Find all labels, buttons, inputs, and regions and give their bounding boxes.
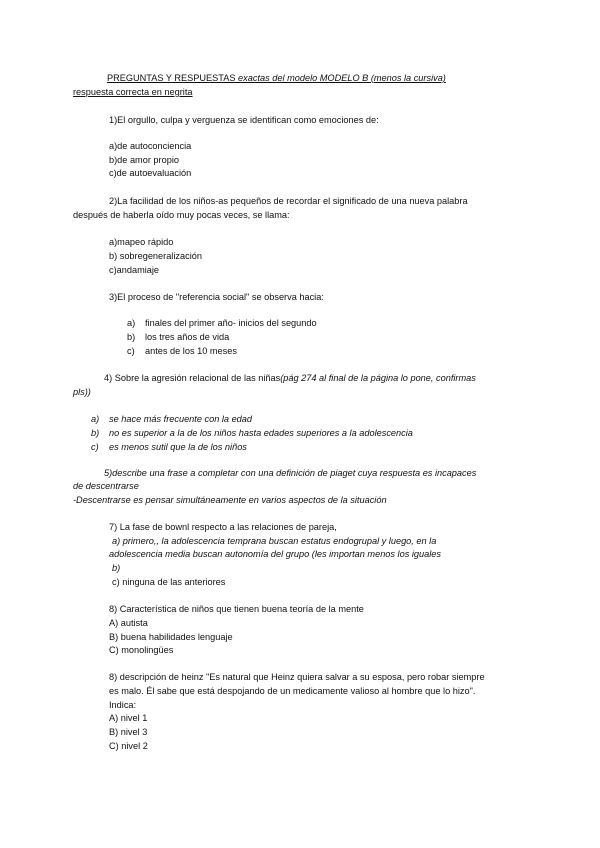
- question-4-text: 4) Sobre la agresión relacional de las niñas: [104, 373, 281, 383]
- question-4: [104, 373, 476, 384]
- question-2-line-1: 2)La facilidad de los niños-as pequeños de recordar el significado de una nueva palabra: [109, 196, 468, 206]
- q3-option-a: finales del primer año- inicios del segundo: [145, 318, 317, 328]
- document-title: [107, 73, 446, 84]
- q8a-option-c: C) monolingües: [109, 645, 174, 655]
- q7-option-a-line-1: a) primero,, la adolescencia temprana buscan estatus endogrupal y luego, en la: [112, 536, 437, 546]
- question-5-line-1: 5)describe una frase a completar con una definición de piaget cuya respuesta es incapaces: [104, 468, 477, 478]
- q2-option-a: a)mapeo rápido: [109, 237, 174, 247]
- q2-option-c: c)andamiaje: [109, 265, 160, 275]
- q4-option-a-marker: a): [91, 414, 100, 424]
- q8a-option-a: A) autista: [109, 618, 148, 628]
- q8b-option-b: B) nivel 3: [109, 727, 148, 737]
- q8b-option-a: A) nivel 1: [109, 713, 148, 723]
- question-7: 7) La fase de bownl respecto a las relaciones de pareja,: [109, 522, 337, 532]
- q4-option-b: no es superior a la de los niños hasta edades superiores a la adolescencia: [109, 428, 413, 438]
- q3-option-c-marker: c): [127, 346, 135, 356]
- q3-option-c: antes de los 10 meses: [145, 346, 237, 356]
- document-subtitle: respuesta correcta en negrita: [73, 87, 193, 97]
- q4-option-c: es menos sutil que la de los niños: [109, 442, 247, 452]
- q1-option-c: c)de autoevaluación: [109, 168, 192, 178]
- q8b-option-c: C) nivel 2: [109, 741, 148, 751]
- q7-option-b: b): [112, 563, 121, 573]
- q3-option-a-marker: a): [127, 318, 136, 328]
- q1-option-b: b)de amor propio: [109, 155, 179, 165]
- q3-option-b: los tres años de vida: [145, 332, 230, 342]
- q4-option-b-marker: b): [91, 428, 100, 438]
- question-2-line-2: después de haberla oído muy pocas veces, se llama:: [73, 210, 290, 220]
- question-5-line-2: de descentrarse: [73, 481, 139, 491]
- q4-option-c-marker: c): [91, 442, 99, 452]
- q7-option-c: c) ninguna de las anteriores: [112, 577, 226, 587]
- q3-option-b-marker: b): [127, 332, 136, 342]
- q2-option-b: b) sobregeneralización: [109, 251, 202, 261]
- question-4-note: (pág 274 al final de la página lo pone, confirmas: [280, 373, 476, 383]
- question-8b-line-2: es malo. Él sabe que está despojando de un medicamente valioso al hombre que lo hizo".: [109, 686, 476, 696]
- q1-option-a: a)de autoconciencia: [109, 141, 192, 151]
- question-4-note-cont: pls)): [73, 387, 91, 397]
- q4-option-a: se hace más frecuente con la edad: [109, 414, 253, 424]
- question-3: 3)El proceso de "referencia social" se observa hacia:: [109, 292, 324, 302]
- question-8a: 8) Característica de niños que tienen buena teoría de la mente: [109, 604, 364, 614]
- q7-option-a-line-2: adolescencia media buscan autonomía del grupo (les importan menos los iguales: [109, 549, 441, 559]
- title-note: exactas del modelo MODELO B (menos la cursiva): [235, 73, 446, 83]
- question-8b-line-1: 8) descripción de heinz "Es natural que Heinz quiera salvar a su esposa, pero robar siempre: [109, 672, 485, 682]
- question-8b-line-3: Indica:: [109, 700, 137, 710]
- question-5-answer: -Descentrarse es pensar simultáneamente en varios aspectos de la situación: [73, 495, 387, 505]
- title-main: PREGUNTAS Y RESPUESTAS: [107, 73, 236, 83]
- q8a-option-b: B) buena habilidades lenguaje: [109, 632, 233, 642]
- question-1: 1)El orgullo, culpa y verguenza se identifican como emociones de:: [109, 115, 379, 125]
